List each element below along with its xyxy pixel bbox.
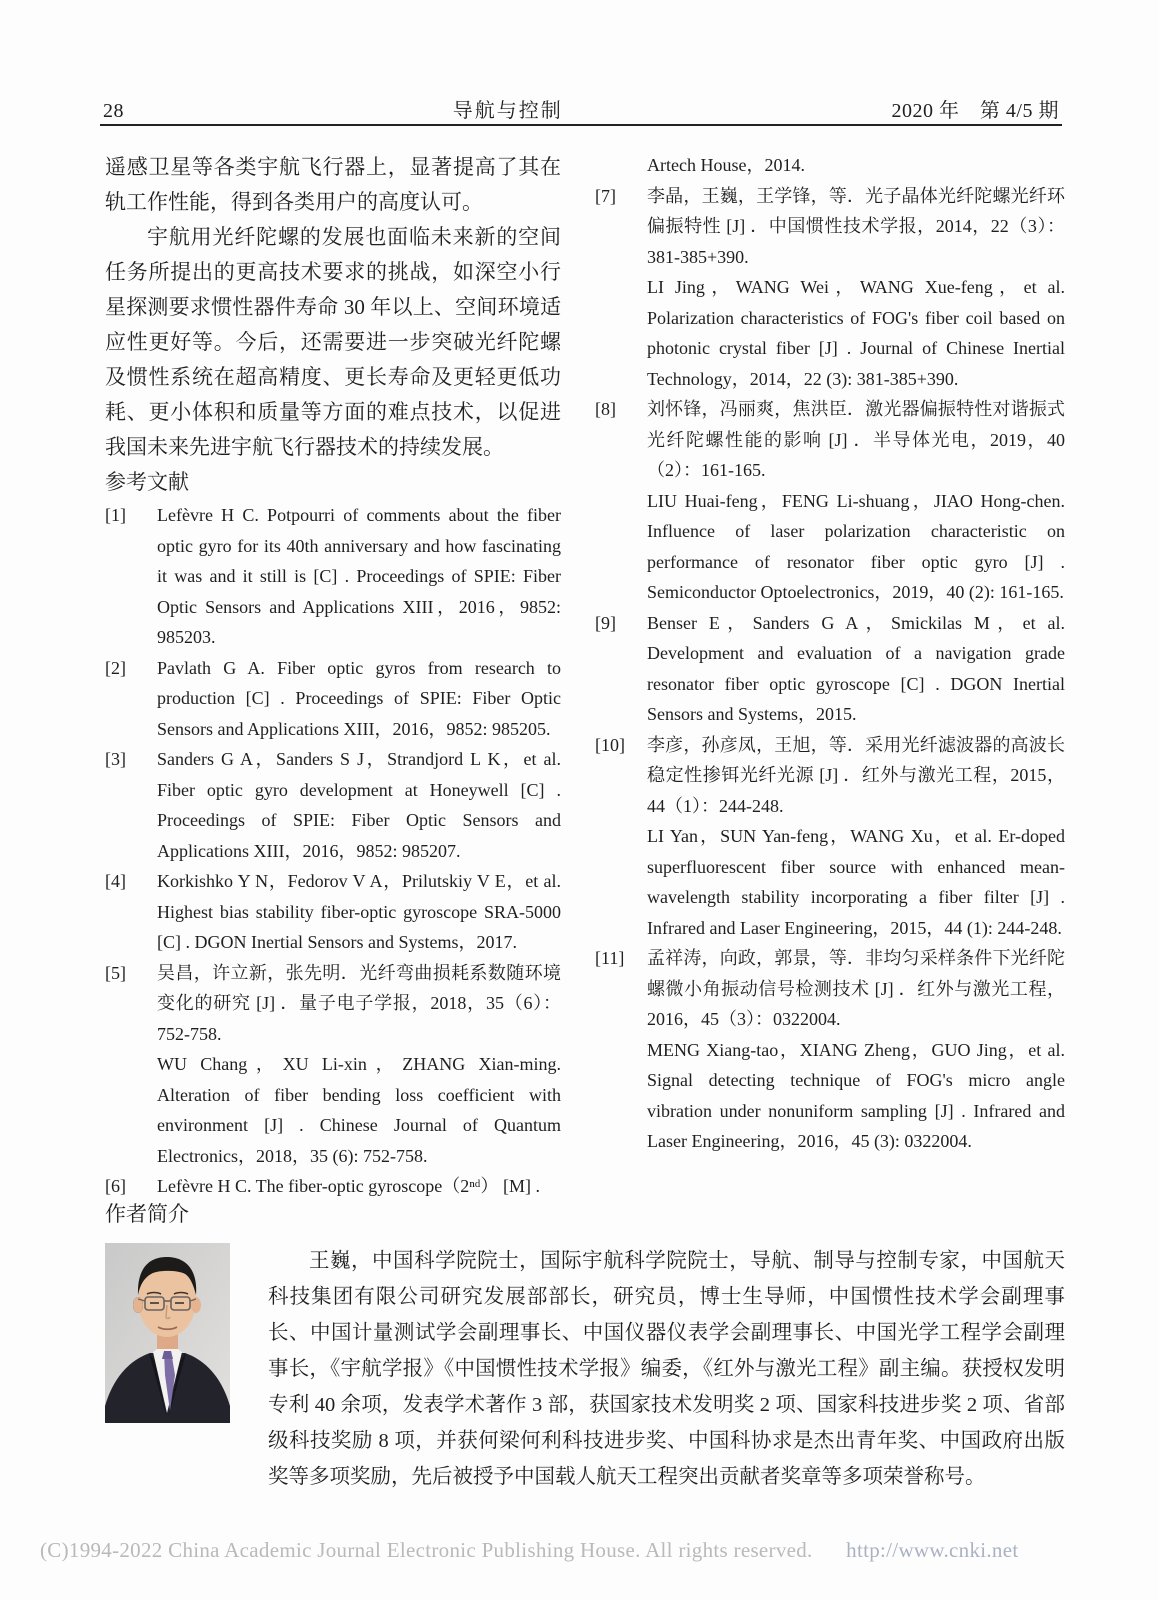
reference-item xyxy=(595,943,1065,1157)
reference-text: 孟祥涛，向政，郭景，等．非均匀采样条件下光纤陀螺微小角振动信号检测技术 [J] ．红外与激光工程，2016，45（3）：0322004. xyxy=(647,948,1065,1029)
reference-text: Korkishko Y N，Fedorov V A，Prilutskiy V E，et al. Highest bias stability fiber-optic gyroscope SRA-5000 [C] . DGON Inertial Sensors and Systems，2017. xyxy=(157,871,561,952)
references-list-right xyxy=(595,150,1065,1157)
footer-copyright: (C)1994-2022 China Academic Journal Electronic Publishing House. All rights reserved. xyxy=(40,1538,813,1562)
reference-text: WU Chang，XU Li-xin，ZHANG Xian-ming. Alteration of fiber bending loss coefficient with environment [J] . Chinese Journal of Quantum Electronics，2018，35 (6): 752-758. xyxy=(157,1054,561,1166)
reference-number: [9] xyxy=(595,612,616,633)
reference-number: [7] xyxy=(595,185,616,206)
reference-text: Pavlath G A. Fiber optic gyros from research to production [C] . Proceedings of SPIE: Fiber Optic Sensors and Applications XIII，2016，9852: 985205. xyxy=(157,657,561,739)
reference-body xyxy=(647,394,1065,608)
reference-body xyxy=(647,150,1065,181)
reference-body xyxy=(647,608,1065,730)
reference-body xyxy=(157,866,561,958)
reference-number: [10] xyxy=(595,734,625,755)
reference-text: MENG Xiang-tao，XIANG Zheng，GUO Jing，et al. Signal detecting technique of FOG's micro angle vibration under nonuniform sampling [J] . Infrared and Laser Engineering，2016，45 (3): 0322004. xyxy=(647,1039,1065,1151)
reference-body xyxy=(157,958,561,1172)
reference-item xyxy=(105,866,561,958)
reference-text: 李彦，孙彦凤，王旭，等．采用光纤滤波器的高波长稳定性掺铒光纤光源 [J] ．红外与激光工程，2015，44（1）：244-248. xyxy=(647,734,1065,816)
reference-text: 李晶，王巍，王学锋，等．光子晶体光纤陀螺光纤环偏振特性 [J] ．中国惯性技术学报，2014，22（3）：381-385+390. xyxy=(647,185,1065,267)
header-rule xyxy=(100,124,1062,126)
author-row xyxy=(105,1243,1065,1495)
reference-text: Sanders G A，Sanders S J，Strandjord L K，et al. Fiber optic gyro development at Honeywell [C] . Proceedings of SPIE: Fiber Optic Sensors and Applications XIII，2016，9852: 985207. xyxy=(157,749,561,861)
article-body xyxy=(105,150,1065,1202)
reference-text: 吴昌，许立新，张先明．光纤弯曲损耗系数随环境变化的研究 [J] ．量子电子学报，2018，35（6）：752-758. xyxy=(157,962,561,1044)
reference-body xyxy=(157,500,561,653)
reference-body xyxy=(647,943,1065,1157)
reference-number: [11] xyxy=(595,948,625,968)
journal-title: 导航与控制 xyxy=(452,100,563,122)
reference-item xyxy=(595,608,1065,730)
reference-item xyxy=(105,744,561,866)
author-bio: 王巍，中国科学院院士，国际宇航科学院院士，导航、制导与控制专家，中国航天科技集团有限公司研究发展部部长，研究员，博士生导师，中国惯性技术学会副理事长、中国计量测试学会副理事长、中国仪器仪表学会副理事长、中国光学工程学会副理事长，《宇航学报》《中国惯性技术学报》编委，《红外与激光工程》副主编。获授权发明专利 40 余项，发表学术著作 3 部，获国家技术发明奖 2 项、国家科技进步奖 2 项、省部级科技奖励 8 项，并获何梁何利科技进步奖、中国科协求是杰出青年奖、中国政府出版奖等多项奖励，先后被授予中国载人航天工程突出贡献者奖章等多项荣誉称号。 xyxy=(268,1250,1065,1488)
reference-number: [8] xyxy=(595,399,616,419)
reference-number: [1] xyxy=(105,505,126,525)
reference-number: [6] xyxy=(105,1176,126,1196)
footer-watermark xyxy=(40,1538,1130,1563)
reference-item xyxy=(595,150,1065,181)
reference-item xyxy=(105,958,561,1172)
page-header xyxy=(103,94,1059,123)
reference-body xyxy=(157,744,561,866)
page-number: 28 xyxy=(103,100,124,122)
reference-number xyxy=(595,150,647,181)
references-list-left xyxy=(105,500,561,1202)
column-left xyxy=(105,150,561,1202)
reference-item xyxy=(595,730,1065,944)
reference-text: 刘怀锋，冯丽爽，焦洪臣．激光器偏振特性对谐振式光纤陀螺性能的影响 [J] ．半导体光电，2019，40（2）：161-165. xyxy=(647,399,1065,480)
reference-item xyxy=(105,500,561,653)
reference-body xyxy=(647,730,1065,944)
issue-info: 2020 年 第 4/5 期 xyxy=(891,100,1059,122)
reference-number: [3] xyxy=(105,749,126,769)
reference-text: Lefèvre H C. The fiber-optic gyroscope（2ⁿᵈ） [M] . xyxy=(157,1176,540,1196)
paragraph-outlook: 宇航用光纤陀螺的发展也面临未来新的空间任务所提出的更高技术要求的挑战，如深空小行星探测要求惯性器件寿命 30 年以上、空间环境适应性更好等。今后，还需要进一步突破光纤陀螺及惯性系统在超高精度、更长寿命及更轻更低功耗、更小体积和质量等方面的难点技术，以促进我国未来先进宇航飞行器技术的持续发展。 xyxy=(105,225,561,459)
reference-item xyxy=(105,1171,561,1202)
reference-item xyxy=(595,394,1065,608)
reference-text: Artech House，2014. xyxy=(647,155,805,175)
column-right xyxy=(595,150,1065,1202)
reference-body xyxy=(157,1171,561,1202)
references-heading: 参考文献 xyxy=(105,470,189,494)
author-section xyxy=(105,1198,1065,1495)
reference-body xyxy=(157,653,561,745)
reference-text: Lefèvre H C. Potpourri of comments about the fiber optic gyro for its 40th anniversary and how fascinating it was and it still is [C] . Proceedings of SPIE: Fiber Optic Sensors and Applications XIII，2016，9852: 985203. xyxy=(157,505,561,647)
author-portrait-photo xyxy=(105,1243,230,1423)
reference-number: [2] xyxy=(105,657,126,678)
paragraph-continuation: 遥感卫星等各类宇航飞行器上，显著提高了其在轨工作性能，得到各类用户的高度认可。 xyxy=(105,155,561,214)
reference-body xyxy=(647,181,1065,395)
reference-number: [4] xyxy=(105,871,126,891)
reference-item xyxy=(595,181,1065,395)
reference-text: LI Jing，WANG Wei，WANG Xue-feng，et al. Polarization characteristics of FOG's fiber coil based on photonic crystal fiber [J] . Journal of Chinese Inertial Technology，2014，22 (3): 381-385+390. xyxy=(647,277,1065,389)
reference-text: LIU Huai-feng，FENG Li-shuang，JIAO Hong-chen. Influence of laser polarization characteristic on performance of resonator fiber optic gyro [J] . Semiconductor Optoelectronics，2019，40 (2): 161-165. xyxy=(647,490,1065,602)
footer-url: http://www.cnki.net xyxy=(846,1538,1019,1562)
reference-item xyxy=(105,653,561,745)
reference-number: [5] xyxy=(105,962,126,983)
reference-text: Benser E，Sanders G A，Smickilas M，et al. Development and evaluation of a navigation grade resonator fiber optic gyroscope [C] . DGON Inertial Sensors and Systems，2015. xyxy=(647,612,1065,724)
author-section-heading: 作者简介 xyxy=(105,1202,189,1226)
reference-text: LI Yan，SUN Yan-feng，WANG Xu，et al. Er-doped superfluorescent fiber source with enhanced mean-wavelength stability incorporating a fiber filter [J] . Infrared and Laser Engineering，2015，44 (1): 244-248. xyxy=(647,826,1065,938)
